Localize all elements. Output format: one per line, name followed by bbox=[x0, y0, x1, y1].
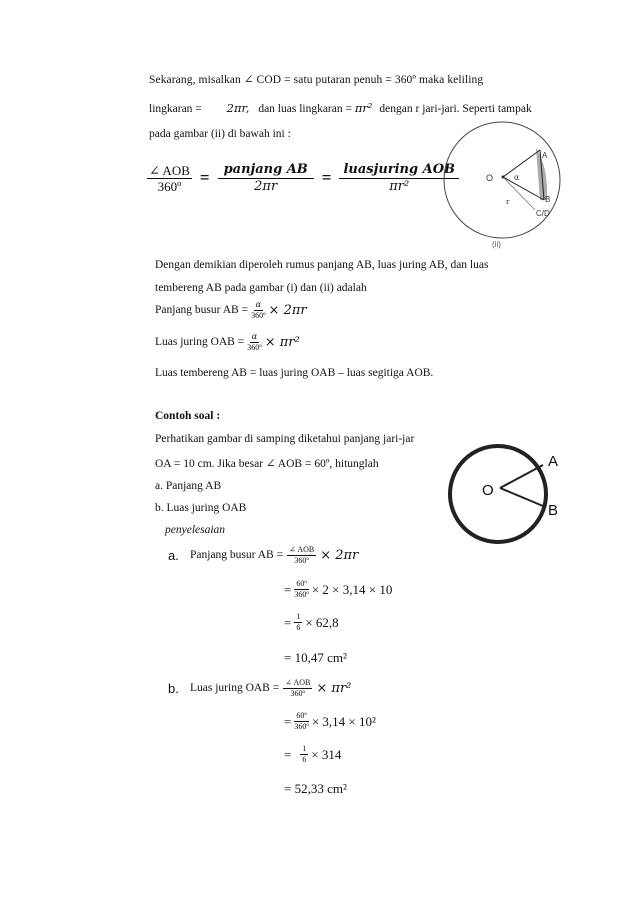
solution-b-line-2 bbox=[284, 712, 376, 731]
intro-line-2-d: πr² bbox=[354, 101, 373, 115]
solution-a-line-3 bbox=[284, 613, 339, 632]
circle-figure-ii bbox=[440, 120, 570, 250]
formula-sector-denominator: πr² bbox=[389, 179, 410, 194]
solution-a-label: Panjang busur AB = bbox=[190, 548, 284, 561]
intro-line-2 bbox=[149, 103, 532, 116]
formula-angle-numerator: ∠ AOB bbox=[149, 162, 190, 178]
intro-line-3: pada gambar (ii) di bawah ini : bbox=[149, 128, 291, 140]
intro-line-1: Sekarang, misalkan ∠ COD = satu putaran penuh = 360º maka keliling bbox=[149, 74, 484, 86]
label-O-example: O bbox=[482, 482, 494, 499]
solution-a-numerator: ∠ AOB bbox=[289, 545, 315, 554]
circle-figure-example bbox=[448, 440, 578, 550]
example-item-b: b. Luas juring OAB bbox=[155, 502, 247, 514]
segment-area-formula: Luas tembereng AB = luas juring OAB – luas segitiga AOB. bbox=[155, 367, 434, 379]
arc-length-formula bbox=[155, 301, 307, 320]
para2-line-2: tembereng AB pada gambar (i) dan (ii) adalah bbox=[155, 282, 367, 294]
arc-length-label: Panjang busur AB = bbox=[155, 303, 249, 316]
radius-OB-example bbox=[500, 488, 543, 506]
label-B-example: B bbox=[548, 502, 559, 519]
solution-b-line-3 bbox=[284, 745, 341, 764]
center-point-ii bbox=[502, 176, 505, 179]
example-title: Contoh soal : bbox=[155, 410, 221, 422]
label-B-ii: B bbox=[545, 195, 551, 204]
intro-line-2-e: dengan r jari-jari. Seperti tampak bbox=[379, 103, 532, 115]
solution-a3-denominator: 6 bbox=[296, 623, 301, 632]
solution-a3-numerator: 1 bbox=[296, 612, 301, 621]
solution-b-tail: × πr² bbox=[316, 681, 352, 696]
solution-b-denominator: 360º bbox=[290, 689, 306, 698]
solution-b2-fraction bbox=[294, 712, 308, 731]
solution-a2-equals: = bbox=[284, 581, 292, 597]
solution-a2-tail: × 2 × 3,14 × 10 bbox=[311, 581, 393, 597]
label-O-ii: O bbox=[486, 173, 494, 183]
solution-b3-tail: × 314 bbox=[311, 746, 342, 762]
label-A-example: A bbox=[548, 453, 559, 470]
radius-OB bbox=[503, 177, 544, 200]
radius-OA bbox=[503, 150, 540, 177]
solution-a3-equals: = bbox=[284, 614, 292, 630]
solution-a2-fraction bbox=[294, 580, 308, 599]
arc-length-tail: × 2πr bbox=[268, 303, 307, 318]
solution-b2-numerator: 60º bbox=[296, 711, 307, 720]
solution-b3-numerator: 1 bbox=[302, 744, 307, 753]
arc-length-denominator: 360º bbox=[251, 311, 266, 320]
proportion-formula bbox=[147, 163, 459, 193]
solution-b-line-1 bbox=[168, 679, 351, 698]
sector-area-denominator: 360º bbox=[247, 343, 262, 352]
label-CD: C/D bbox=[536, 209, 550, 218]
para2-line-1: Dengan demikian diperoleh rumus panjang AB, luas juring AB, dan luas bbox=[155, 259, 489, 271]
formula-equals-2: = bbox=[321, 168, 332, 187]
solution-a-fraction bbox=[287, 546, 316, 565]
formula-sector-numerator: luasjuring AOB bbox=[339, 163, 459, 179]
arc-length-numerator: α bbox=[255, 300, 261, 309]
figure-caption-ii: (ii) bbox=[492, 240, 501, 249]
solution-b2-tail: × 3,14 × 10² bbox=[311, 713, 376, 729]
label-alpha: α bbox=[514, 173, 520, 182]
solution-a-marker: a. bbox=[168, 548, 179, 563]
sector-area-fraction bbox=[247, 333, 261, 352]
solution-b3-equals: = bbox=[284, 746, 292, 762]
solution-b-numerator: ∠ AOB bbox=[285, 678, 311, 687]
solution-b-label: Luas juring OAB = bbox=[190, 681, 280, 694]
solution-b3-denominator: 6 bbox=[302, 755, 307, 764]
example-line-2: OA = 10 cm. Jika besar ∠ AOB = 60º, hitunglah bbox=[155, 458, 379, 470]
solution-b2-denominator: 360º bbox=[294, 722, 309, 731]
example-line-1: Perhatikan gambar di samping diketahui panjang jari-jar bbox=[155, 433, 415, 445]
arc-length-fraction bbox=[251, 301, 265, 320]
intro-line-2-c: dan luas lingkaran = bbox=[258, 103, 352, 115]
formula-angle-denominator: 360º bbox=[157, 178, 182, 194]
sector-area-label: Luas juring OAB = bbox=[155, 335, 245, 348]
formula-angle-fraction bbox=[147, 164, 192, 193]
formula-arc-fraction bbox=[218, 163, 314, 193]
solution-a2-denominator: 360º bbox=[294, 590, 309, 599]
solution-b3-fraction bbox=[300, 745, 308, 764]
solution-b-result: = 52,33 cm² bbox=[284, 781, 347, 796]
intro-line-2-a: lingkaran = bbox=[149, 103, 202, 115]
formula-equals-1: = bbox=[199, 168, 210, 187]
label-r: r bbox=[506, 198, 510, 206]
solution-a2-numerator: 60º bbox=[296, 579, 307, 588]
sector-area-formula bbox=[155, 333, 300, 352]
solution-a-line-2 bbox=[284, 580, 392, 599]
solution-heading: penyelesaian bbox=[165, 524, 226, 536]
solution-a3-tail: × 62,8 bbox=[305, 614, 339, 630]
intro-line-2-b: 2πr, bbox=[226, 101, 250, 115]
formula-arc-numerator: panjang AB bbox=[218, 163, 314, 179]
label-A-ii: A bbox=[542, 151, 548, 160]
example-item-a: a. Panjang AB bbox=[155, 480, 222, 492]
sector-area-tail: × πr² bbox=[264, 335, 300, 350]
solution-a3-fraction bbox=[294, 613, 302, 632]
solution-a-result: = 10,47 cm² bbox=[284, 650, 347, 665]
solution-a-tail: × 2πr bbox=[320, 548, 359, 563]
circle-example-outline bbox=[450, 446, 546, 542]
solution-b-marker: b. bbox=[168, 681, 179, 696]
solution-a-line-1 bbox=[168, 546, 358, 565]
solution-b2-equals: = bbox=[284, 713, 292, 729]
formula-arc-denominator: 2πr bbox=[254, 179, 278, 194]
solution-a-denominator: 360º bbox=[294, 556, 309, 565]
solution-b-fraction bbox=[283, 679, 312, 698]
radius-OA-example bbox=[500, 465, 543, 488]
sector-area-numerator: α bbox=[251, 332, 258, 341]
